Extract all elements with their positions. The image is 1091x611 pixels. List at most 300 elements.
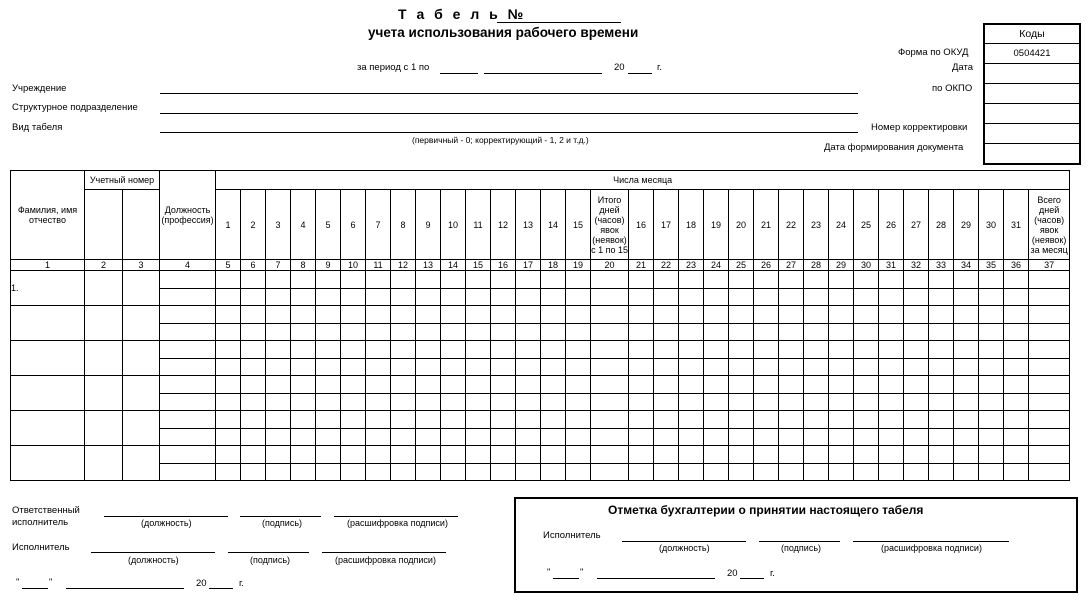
day-cell[interactable] (779, 393, 804, 411)
day-cell[interactable] (216, 376, 241, 394)
responsible-signature-field[interactable] (240, 516, 321, 517)
day-cell[interactable] (416, 446, 441, 464)
day-cell[interactable] (904, 358, 929, 376)
day-cell[interactable] (879, 358, 904, 376)
day-cell[interactable] (754, 288, 779, 306)
employee-name-cell[interactable] (11, 341, 85, 376)
day-cell[interactable] (804, 446, 829, 464)
day-cell[interactable] (629, 306, 654, 324)
account-cell-1[interactable] (85, 341, 123, 376)
day-cell[interactable] (979, 271, 1004, 289)
day-cell[interactable] (929, 428, 954, 446)
position-cell[interactable] (160, 411, 216, 429)
day-cell[interactable] (216, 393, 241, 411)
day-cell[interactable] (341, 358, 366, 376)
day-cell[interactable] (441, 306, 466, 324)
day-cell[interactable] (704, 376, 729, 394)
day-cell[interactable] (516, 341, 541, 359)
date-month-field[interactable] (66, 588, 184, 589)
day-cell[interactable] (929, 463, 954, 481)
day-cell[interactable] (829, 341, 854, 359)
day-cell[interactable] (566, 463, 591, 481)
day-cell[interactable] (729, 393, 754, 411)
day-cell[interactable] (754, 306, 779, 324)
day-cell[interactable] (466, 446, 491, 464)
day-cell[interactable] (979, 288, 1004, 306)
day-cell[interactable] (929, 393, 954, 411)
day-cell[interactable] (729, 341, 754, 359)
day-cell[interactable] (541, 358, 566, 376)
day-cell[interactable] (466, 376, 491, 394)
day-cell[interactable] (366, 341, 391, 359)
day-cell[interactable] (516, 393, 541, 411)
employee-name-cell[interactable] (11, 446, 85, 481)
period-year-field[interactable] (628, 73, 652, 74)
day-cell[interactable] (366, 411, 391, 429)
accounting-year-field[interactable] (740, 578, 764, 579)
day-cell[interactable] (1004, 393, 1029, 411)
day-cell[interactable] (416, 376, 441, 394)
day-cell[interactable] (1004, 411, 1029, 429)
day-cell[interactable] (566, 288, 591, 306)
day-cell[interactable] (1004, 288, 1029, 306)
day-cell[interactable] (391, 306, 416, 324)
day-cell[interactable] (954, 271, 979, 289)
day-cell[interactable] (491, 341, 516, 359)
day-cell[interactable] (541, 271, 566, 289)
day-cell[interactable] (366, 358, 391, 376)
day-cell[interactable] (879, 463, 904, 481)
day-cell[interactable] (1029, 271, 1070, 289)
position-cell[interactable] (160, 428, 216, 446)
position-cell[interactable] (160, 323, 216, 341)
day-cell[interactable] (654, 341, 679, 359)
day-cell[interactable] (216, 306, 241, 324)
day-cell[interactable] (291, 463, 316, 481)
day-cell[interactable] (779, 358, 804, 376)
day-cell[interactable] (266, 446, 291, 464)
day-cell[interactable] (441, 288, 466, 306)
day-cell[interactable] (729, 271, 754, 289)
day-cell[interactable] (516, 428, 541, 446)
day-cell[interactable] (804, 288, 829, 306)
day-cell[interactable] (391, 376, 416, 394)
day-cell[interactable] (266, 463, 291, 481)
day-cell[interactable] (804, 376, 829, 394)
day-cell[interactable] (1004, 428, 1029, 446)
day-cell[interactable] (654, 393, 679, 411)
day-cell[interactable] (704, 306, 729, 324)
day-cell[interactable] (804, 341, 829, 359)
day-cell[interactable] (704, 271, 729, 289)
day-cell[interactable] (904, 428, 929, 446)
day-cell[interactable] (879, 288, 904, 306)
day-cell[interactable] (216, 271, 241, 289)
day-cell[interactable] (954, 393, 979, 411)
day-cell[interactable] (704, 288, 729, 306)
day-cell[interactable] (416, 306, 441, 324)
day-cell[interactable] (266, 288, 291, 306)
day-cell[interactable] (1029, 376, 1070, 394)
day-cell[interactable] (879, 446, 904, 464)
day-cell[interactable] (679, 306, 704, 324)
day-cell[interactable] (629, 393, 654, 411)
day-cell[interactable] (391, 411, 416, 429)
day-cell[interactable] (441, 341, 466, 359)
day-cell[interactable] (391, 463, 416, 481)
day-cell[interactable] (1004, 358, 1029, 376)
day-cell[interactable] (341, 393, 366, 411)
day-cell[interactable] (491, 323, 516, 341)
day-cell[interactable] (341, 271, 366, 289)
day-cell[interactable] (216, 358, 241, 376)
day-cell[interactable] (541, 376, 566, 394)
period-month-field[interactable] (484, 73, 602, 74)
day-cell[interactable] (591, 341, 629, 359)
day-cell[interactable] (366, 323, 391, 341)
day-cell[interactable] (516, 463, 541, 481)
day-cell[interactable] (341, 463, 366, 481)
day-cell[interactable] (704, 411, 729, 429)
day-cell[interactable] (391, 428, 416, 446)
day-cell[interactable] (466, 463, 491, 481)
day-cell[interactable] (929, 323, 954, 341)
day-cell[interactable] (541, 393, 566, 411)
day-cell[interactable] (679, 323, 704, 341)
day-cell[interactable] (591, 446, 629, 464)
day-cell[interactable] (704, 428, 729, 446)
day-cell[interactable] (854, 341, 879, 359)
day-cell[interactable] (366, 428, 391, 446)
day-cell[interactable] (491, 463, 516, 481)
day-cell[interactable] (729, 446, 754, 464)
day-cell[interactable] (679, 393, 704, 411)
day-cell[interactable] (266, 393, 291, 411)
day-cell[interactable] (679, 288, 704, 306)
day-cell[interactable] (241, 428, 266, 446)
day-cell[interactable] (979, 428, 1004, 446)
day-cell[interactable] (516, 323, 541, 341)
employee-name-cell[interactable] (11, 411, 85, 446)
day-cell[interactable] (416, 358, 441, 376)
day-cell[interactable] (854, 376, 879, 394)
day-cell[interactable] (754, 411, 779, 429)
day-cell[interactable] (266, 306, 291, 324)
day-cell[interactable] (316, 341, 341, 359)
day-cell[interactable] (829, 463, 854, 481)
day-cell[interactable] (829, 376, 854, 394)
day-cell[interactable] (629, 463, 654, 481)
day-cell[interactable] (341, 428, 366, 446)
day-cell[interactable] (854, 306, 879, 324)
day-cell[interactable] (366, 288, 391, 306)
day-cell[interactable] (241, 341, 266, 359)
day-cell[interactable] (216, 323, 241, 341)
day-cell[interactable] (879, 341, 904, 359)
okpo-code-cell[interactable] (985, 84, 1079, 104)
executor-position-field[interactable] (91, 552, 215, 553)
day-cell[interactable] (341, 323, 366, 341)
day-cell[interactable] (729, 306, 754, 324)
day-cell[interactable] (316, 463, 341, 481)
day-cell[interactable] (366, 393, 391, 411)
day-cell[interactable] (366, 271, 391, 289)
day-cell[interactable] (516, 411, 541, 429)
day-cell[interactable] (541, 463, 566, 481)
day-cell[interactable] (704, 463, 729, 481)
day-cell[interactable] (929, 358, 954, 376)
day-cell[interactable] (591, 271, 629, 289)
day-cell[interactable] (341, 411, 366, 429)
day-cell[interactable] (629, 323, 654, 341)
day-cell[interactable] (679, 463, 704, 481)
day-cell[interactable] (654, 446, 679, 464)
day-cell[interactable] (804, 463, 829, 481)
day-cell[interactable] (879, 428, 904, 446)
day-cell[interactable] (516, 376, 541, 394)
day-cell[interactable] (654, 376, 679, 394)
day-cell[interactable] (291, 411, 316, 429)
day-cell[interactable] (929, 376, 954, 394)
date-day-field[interactable] (22, 588, 48, 589)
day-cell[interactable] (366, 376, 391, 394)
day-cell[interactable] (679, 271, 704, 289)
employee-name-cell[interactable] (11, 376, 85, 411)
day-cell[interactable] (566, 358, 591, 376)
day-cell[interactable] (391, 446, 416, 464)
date-year-field[interactable] (209, 588, 233, 589)
day-cell[interactable] (829, 393, 854, 411)
day-cell[interactable] (629, 411, 654, 429)
day-cell[interactable] (804, 411, 829, 429)
day-cell[interactable] (679, 446, 704, 464)
day-cell[interactable] (1029, 428, 1070, 446)
day-cell[interactable] (979, 376, 1004, 394)
day-cell[interactable] (316, 393, 341, 411)
day-cell[interactable] (591, 428, 629, 446)
position-cell[interactable] (160, 393, 216, 411)
day-cell[interactable] (954, 463, 979, 481)
accounting-signature-field[interactable] (759, 541, 840, 542)
responsible-position-field[interactable] (104, 516, 228, 517)
day-cell[interactable] (679, 376, 704, 394)
day-cell[interactable] (904, 306, 929, 324)
day-cell[interactable] (654, 358, 679, 376)
day-cell[interactable] (391, 323, 416, 341)
day-cell[interactable] (904, 411, 929, 429)
day-cell[interactable] (904, 288, 929, 306)
day-cell[interactable] (441, 428, 466, 446)
day-cell[interactable] (1004, 271, 1029, 289)
day-cell[interactable] (929, 288, 954, 306)
day-cell[interactable] (779, 323, 804, 341)
day-cell[interactable] (954, 446, 979, 464)
day-cell[interactable] (241, 358, 266, 376)
day-cell[interactable] (1029, 306, 1070, 324)
day-cell[interactable] (654, 463, 679, 481)
day-cell[interactable] (904, 341, 929, 359)
day-cell[interactable] (316, 411, 341, 429)
account-cell-1[interactable] (85, 446, 123, 481)
day-cell[interactable] (829, 446, 854, 464)
day-cell[interactable] (291, 271, 316, 289)
day-cell[interactable] (316, 446, 341, 464)
day-cell[interactable] (391, 341, 416, 359)
day-cell[interactable] (591, 288, 629, 306)
day-cell[interactable] (1004, 306, 1029, 324)
account-cell-2[interactable] (123, 446, 160, 481)
day-cell[interactable] (1004, 341, 1029, 359)
day-cell[interactable] (879, 376, 904, 394)
day-cell[interactable] (216, 446, 241, 464)
day-cell[interactable] (654, 323, 679, 341)
day-cell[interactable] (416, 323, 441, 341)
day-cell[interactable] (491, 358, 516, 376)
day-cell[interactable] (1029, 288, 1070, 306)
day-cell[interactable] (491, 271, 516, 289)
day-cell[interactable] (879, 323, 904, 341)
day-cell[interactable] (291, 358, 316, 376)
position-cell[interactable] (160, 288, 216, 306)
day-cell[interactable] (1029, 323, 1070, 341)
day-cell[interactable] (829, 306, 854, 324)
day-cell[interactable] (829, 271, 854, 289)
day-cell[interactable] (491, 411, 516, 429)
account-cell-2[interactable] (123, 411, 160, 446)
day-cell[interactable] (241, 463, 266, 481)
day-cell[interactable] (241, 306, 266, 324)
day-cell[interactable] (879, 271, 904, 289)
executor-signature-field[interactable] (228, 552, 309, 553)
day-cell[interactable] (516, 358, 541, 376)
day-cell[interactable] (291, 288, 316, 306)
day-cell[interactable] (654, 428, 679, 446)
day-cell[interactable] (629, 428, 654, 446)
day-cell[interactable] (729, 428, 754, 446)
day-cell[interactable] (654, 306, 679, 324)
day-cell[interactable] (954, 306, 979, 324)
day-cell[interactable] (416, 271, 441, 289)
day-cell[interactable] (366, 446, 391, 464)
day-cell[interactable] (441, 323, 466, 341)
day-cell[interactable] (979, 358, 1004, 376)
day-cell[interactable] (629, 376, 654, 394)
day-cell[interactable] (804, 323, 829, 341)
day-cell[interactable] (1004, 323, 1029, 341)
account-cell-2[interactable] (123, 341, 160, 376)
day-cell[interactable] (391, 358, 416, 376)
day-cell[interactable] (754, 463, 779, 481)
day-cell[interactable] (541, 446, 566, 464)
day-cell[interactable] (416, 341, 441, 359)
day-cell[interactable] (366, 463, 391, 481)
day-cell[interactable] (1004, 446, 1029, 464)
day-cell[interactable] (679, 411, 704, 429)
day-cell[interactable] (216, 463, 241, 481)
account-cell-1[interactable] (85, 376, 123, 411)
day-cell[interactable] (316, 323, 341, 341)
day-cell[interactable] (929, 446, 954, 464)
day-cell[interactable] (516, 306, 541, 324)
day-cell[interactable] (979, 446, 1004, 464)
day-cell[interactable] (629, 341, 654, 359)
employee-name-cell[interactable] (11, 271, 85, 306)
day-cell[interactable] (266, 376, 291, 394)
day-cell[interactable] (754, 323, 779, 341)
day-cell[interactable] (316, 358, 341, 376)
day-cell[interactable] (541, 288, 566, 306)
day-cell[interactable] (954, 358, 979, 376)
day-cell[interactable] (829, 411, 854, 429)
day-cell[interactable] (854, 288, 879, 306)
day-cell[interactable] (854, 358, 879, 376)
day-cell[interactable] (266, 411, 291, 429)
day-cell[interactable] (566, 306, 591, 324)
day-cell[interactable] (929, 271, 954, 289)
day-cell[interactable] (629, 446, 654, 464)
day-cell[interactable] (904, 376, 929, 394)
position-cell[interactable] (160, 358, 216, 376)
day-cell[interactable] (679, 341, 704, 359)
day-cell[interactable] (366, 306, 391, 324)
day-cell[interactable] (566, 393, 591, 411)
position-cell[interactable] (160, 341, 216, 359)
day-cell[interactable] (829, 358, 854, 376)
day-cell[interactable] (754, 358, 779, 376)
position-cell[interactable] (160, 446, 216, 464)
day-cell[interactable] (679, 358, 704, 376)
day-cell[interactable] (241, 271, 266, 289)
day-cell[interactable] (754, 446, 779, 464)
day-cell[interactable] (291, 341, 316, 359)
day-cell[interactable] (779, 306, 804, 324)
day-cell[interactable] (566, 323, 591, 341)
day-cell[interactable] (1004, 376, 1029, 394)
day-cell[interactable] (729, 411, 754, 429)
day-cell[interactable] (266, 271, 291, 289)
day-cell[interactable] (316, 288, 341, 306)
day-cell[interactable] (654, 411, 679, 429)
day-cell[interactable] (704, 393, 729, 411)
day-cell[interactable] (754, 376, 779, 394)
day-cell[interactable] (341, 341, 366, 359)
position-cell[interactable] (160, 463, 216, 481)
day-cell[interactable] (979, 341, 1004, 359)
accounting-decode-field[interactable] (853, 541, 1009, 542)
tabel-type-field[interactable] (160, 132, 858, 133)
day-cell[interactable] (491, 306, 516, 324)
account-cell-2[interactable] (123, 306, 160, 341)
day-cell[interactable] (829, 288, 854, 306)
day-cell[interactable] (566, 376, 591, 394)
period-day-field[interactable] (440, 73, 478, 74)
day-cell[interactable] (491, 393, 516, 411)
day-cell[interactable] (904, 463, 929, 481)
day-cell[interactable] (391, 393, 416, 411)
day-cell[interactable] (779, 288, 804, 306)
account-cell-2[interactable] (123, 376, 160, 411)
day-cell[interactable] (1029, 463, 1070, 481)
day-cell[interactable] (566, 428, 591, 446)
day-cell[interactable] (779, 376, 804, 394)
day-cell[interactable] (541, 428, 566, 446)
day-cell[interactable] (591, 323, 629, 341)
day-cell[interactable] (729, 463, 754, 481)
day-cell[interactable] (1029, 446, 1070, 464)
day-cell[interactable] (654, 271, 679, 289)
account-cell-1[interactable] (85, 411, 123, 446)
day-cell[interactable] (779, 446, 804, 464)
